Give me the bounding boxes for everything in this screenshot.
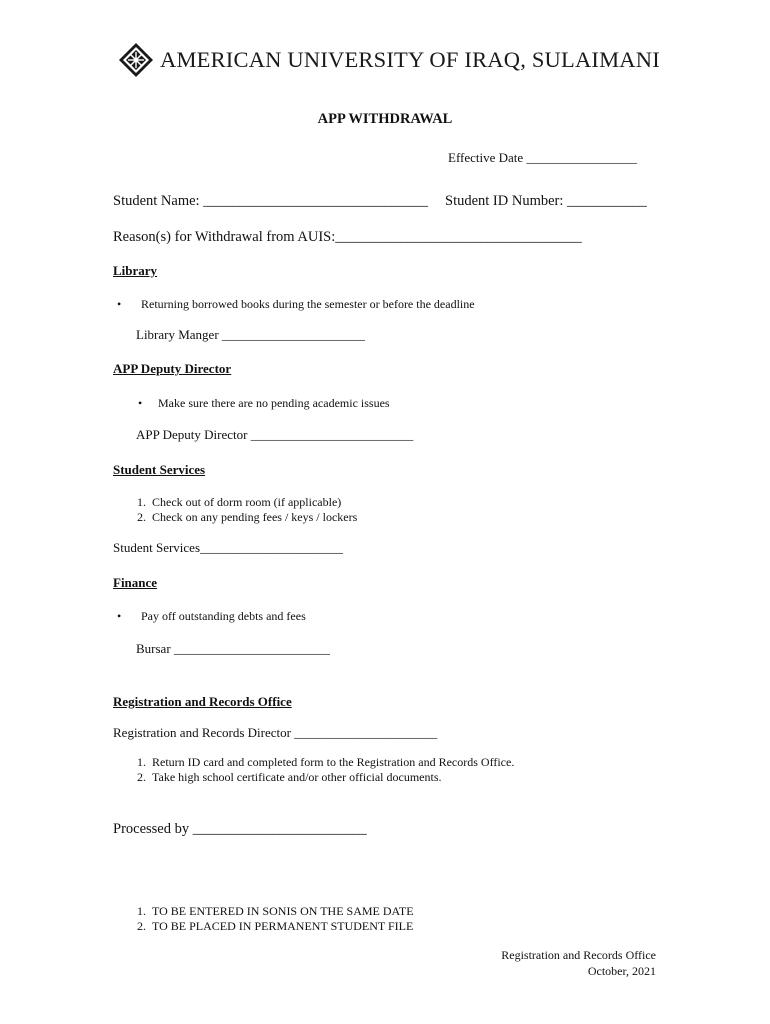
- registration-heading: Registration and Records Office: [113, 694, 292, 709]
- list-item-text: Check out of dorm room (if applicable): [152, 495, 342, 509]
- student-services-heading: Student Services: [113, 462, 206, 477]
- registration-item: [126, 755, 514, 770]
- bullet-icon: •: [117, 297, 122, 311]
- footer: [501, 947, 656, 979]
- list-number: 2.: [137, 510, 146, 524]
- student-name-field[interactable]: Student Name: _______________________________: [113, 193, 428, 209]
- registration-director-signature-field[interactable]: Registration and Records Director ______________________: [113, 725, 438, 740]
- list-number: 1.: [137, 495, 146, 509]
- bullet-icon: •: [117, 609, 122, 623]
- list-item-text: Take high school certificate and/or other official documents.: [152, 770, 442, 784]
- processed-by-field[interactable]: Processed by ________________________: [113, 821, 367, 837]
- footer-date: October, 2021: [587, 964, 656, 978]
- university-name: AMERICAN UNIVERSITY OF IRAQ, SULAIMANI: [160, 47, 660, 72]
- list-item-text: Return ID card and completed form to the Registration and Records Office.: [152, 755, 515, 769]
- app-deputy-signature-field[interactable]: APP Deputy Director _________________________: [136, 427, 414, 442]
- letterhead: [118, 42, 660, 78]
- app-deputy-bullet-text: Make sure there are no pending academic issues: [158, 396, 390, 410]
- effective-date-field[interactable]: Effective Date _________________: [448, 150, 637, 165]
- student-id-field[interactable]: Student ID Number: ___________: [445, 193, 647, 209]
- note-item: [126, 904, 414, 919]
- list-item-text: Check on any pending fees / keys / lockers: [152, 510, 358, 524]
- withdrawal-reason-field[interactable]: Reason(s) for Withdrawal from AUIS:__________________________________: [113, 229, 582, 245]
- bursar-signature-field[interactable]: Bursar ________________________: [136, 641, 330, 656]
- diamond-seal-icon: [118, 42, 154, 78]
- list-number: 2.: [137, 919, 146, 933]
- list-item-text: TO BE PLACED IN PERMANENT STUDENT FILE: [152, 919, 414, 933]
- app-deputy-bullet: [138, 396, 390, 411]
- app-deputy-heading: APP Deputy Director: [113, 361, 232, 376]
- list-number: 1.: [137, 755, 146, 769]
- finance-bullet: [117, 609, 306, 624]
- finance-heading: Finance: [113, 575, 158, 590]
- list-item-text: TO BE ENTERED IN SONIS ON THE SAME DATE: [152, 904, 414, 918]
- footer-office: Registration and Records Office: [501, 948, 656, 962]
- list-number: 1.: [137, 904, 146, 918]
- library-bullet-text: Returning borrowed books during the semester or before the deadline: [141, 297, 475, 311]
- library-heading: Library: [113, 263, 158, 278]
- student-services-signature-field[interactable]: Student Services______________________: [113, 540, 344, 555]
- bullet-icon: •: [138, 396, 143, 410]
- student-services-item: [126, 495, 341, 510]
- note-item: [126, 919, 413, 934]
- library-signature-field[interactable]: Library Manger ______________________: [136, 327, 365, 342]
- library-bullet: [117, 297, 475, 312]
- list-number: 2.: [137, 770, 146, 784]
- form-title: APP WITHDRAWAL: [317, 111, 453, 127]
- registration-item: [126, 770, 442, 785]
- finance-bullet-text: Pay off outstanding debts and fees: [141, 609, 306, 623]
- student-services-item: [126, 510, 357, 525]
